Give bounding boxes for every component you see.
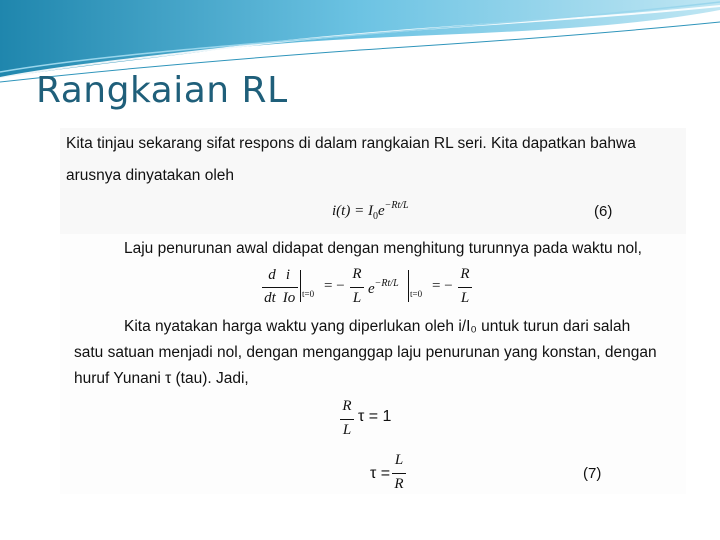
deriv-r1: R bbox=[352, 266, 362, 282]
eq6-lhs: i(t) = I bbox=[332, 203, 373, 219]
equation-6-number: (6) bbox=[594, 203, 613, 220]
deriv-exponent: −Rt/L bbox=[374, 278, 399, 289]
tau-eq-r: R bbox=[342, 398, 352, 414]
deriv-exp-term bbox=[368, 278, 399, 298]
deriv-denominator-io: Io bbox=[282, 290, 296, 306]
deriv-eval-bar-1 bbox=[300, 270, 301, 302]
deriv-r2: R bbox=[460, 266, 470, 282]
deriv-denominator-dt: dt bbox=[264, 290, 276, 306]
deriv-equals-2: = − bbox=[432, 278, 453, 294]
deriv-eval-1: t=0 bbox=[302, 289, 315, 299]
tau-eq-l: L bbox=[342, 422, 352, 438]
slide-title: Rangkaian RL bbox=[36, 70, 288, 111]
paragraph-tau-line-2: satu satuan menjadi nol, dengan menganggap laju penurunan yang konstan, dengan bbox=[74, 344, 657, 361]
deriv-exp-base: e bbox=[368, 281, 375, 297]
eq7-numerator: L bbox=[394, 452, 404, 468]
paragraph-intro-line-2: arusnya dinyatakan oleh bbox=[66, 167, 235, 184]
paragraph-intro-line-1: Kita tinjau sekarang sifat respons di dalam rangkaian RL seri. Kita dapatkan bahwa bbox=[66, 135, 636, 152]
deriv-eval-bar-2 bbox=[408, 270, 409, 302]
eq6-exponent: −Rt/L bbox=[384, 200, 409, 211]
equation-7-number: (7) bbox=[583, 465, 602, 482]
content-image-bottom bbox=[60, 234, 686, 494]
deriv-fraction-bar bbox=[262, 287, 298, 288]
tau-eq-rhs: τ = 1 bbox=[358, 408, 392, 425]
deriv-numerator-i: i bbox=[285, 267, 291, 283]
deriv-fraction-bar-3 bbox=[458, 287, 472, 288]
deriv-fraction-bar-2 bbox=[350, 287, 364, 288]
eq7-lhs: τ = bbox=[370, 465, 391, 482]
deriv-eval-2: t=0 bbox=[410, 289, 423, 299]
equation-6 bbox=[332, 200, 409, 222]
paragraph-rate-line-1: Laju penurunan awal didapat dengan menghitung turunnya pada waktu nol, bbox=[124, 240, 642, 257]
eq6-subscript: 0 bbox=[372, 211, 378, 222]
paragraph-tau-line-1: Kita nyatakan harga waktu yang diperlukan oleh i/I₀ untuk turun dari salah bbox=[124, 318, 631, 335]
deriv-numerator-d: d bbox=[268, 267, 276, 283]
paragraph-tau-line-3: huruf Yunani τ (tau). Jadi, bbox=[74, 370, 249, 387]
deriv-l2: L bbox=[460, 290, 470, 306]
eq7-fraction-bar bbox=[392, 473, 406, 474]
deriv-equals-1: = − bbox=[324, 278, 345, 294]
eq6-exp-base: e bbox=[377, 203, 385, 219]
tau-eq-fraction-bar bbox=[340, 419, 354, 420]
deriv-l1: L bbox=[352, 290, 362, 306]
eq7-denominator: R bbox=[394, 476, 404, 492]
